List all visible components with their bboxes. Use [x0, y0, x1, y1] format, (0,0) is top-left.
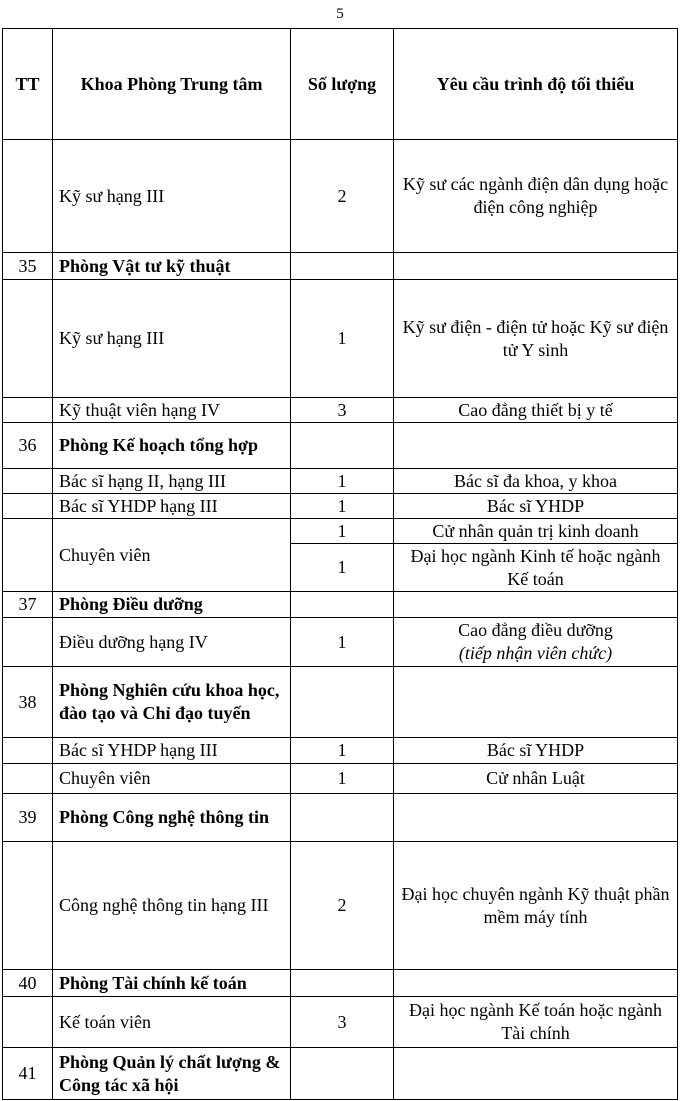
department-row	[3, 970, 678, 997]
requirement: Cử nhân Luật	[394, 764, 678, 794]
department-row	[3, 667, 678, 738]
position-name: Kỹ sư hạng III	[53, 140, 291, 253]
dept-number: 37	[3, 592, 53, 618]
position-name: Kỹ thuật viên hạng IV	[53, 398, 291, 423]
position-name: Kế toán viên	[53, 997, 291, 1048]
dept-number: 40	[3, 970, 53, 997]
page-number: 5	[336, 6, 344, 22]
quantity: 3	[291, 997, 394, 1048]
requirement: Bác sĩ YHDP	[394, 738, 678, 764]
quantity: 1	[291, 738, 394, 764]
department-row	[3, 423, 678, 469]
table-row	[3, 997, 678, 1048]
dept-name: Phòng Vật tư kỹ thuật	[53, 253, 291, 280]
table-row	[3, 738, 678, 764]
requirement: Đại học ngành Kế toán hoặc ngành Tài chính	[394, 997, 678, 1048]
table-row	[3, 764, 678, 794]
dept-name: Phòng Kế hoạch tổng hợp	[53, 423, 291, 469]
staffing-table	[2, 28, 678, 1100]
requirement: Kỹ sư điện - điện tử hoặc Kỹ sư điện tử Y sinh	[394, 280, 678, 398]
requirement: Bác sĩ đa khoa, y khoa	[394, 469, 678, 494]
position-name: Chuyên viên	[53, 519, 291, 592]
quantity: 2	[291, 842, 394, 970]
requirement-note: (tiếp nhận viên chức)	[458, 643, 613, 663]
dept-number: 35	[3, 253, 53, 280]
quantity: 2	[291, 140, 394, 253]
dept-name: Phòng Quản lý chất lượng & Công tác xã hội	[53, 1048, 291, 1100]
table-row	[3, 469, 678, 494]
table-row	[3, 494, 678, 519]
table-row	[3, 280, 678, 398]
requirement: Cao đẳng điều dưỡng	[458, 620, 613, 640]
header-dept: Khoa Phòng Trung tâm	[53, 29, 291, 140]
dept-name: Phòng Nghiên cứu khoa học, đào tạo và Chỉ đạo tuyến	[53, 667, 291, 738]
dept-name: Phòng Công nghệ thông tin	[53, 794, 291, 842]
position-name: Kỹ sư hạng III	[53, 280, 291, 398]
requirement: Bác sĩ YHDP	[394, 494, 678, 519]
quantity: 3	[291, 398, 394, 423]
table-row	[3, 519, 678, 544]
quantity: 1	[291, 618, 394, 667]
dept-number: 39	[3, 794, 53, 842]
position-name: Bác sĩ YHDP hạng III	[53, 738, 291, 764]
quantity: 1	[291, 494, 394, 519]
dept-number: 36	[3, 423, 53, 469]
quantity: 1	[291, 280, 394, 398]
requirement: Kỹ sư các ngành điện dân dụng hoặc điện công nghiệp	[394, 140, 678, 253]
table-row	[3, 618, 678, 667]
quantity: 1	[291, 519, 394, 544]
quantity: 1	[291, 544, 394, 592]
requirement: Cao đẳng thiết bị y tế	[394, 398, 678, 423]
dept-number: 41	[3, 1048, 53, 1100]
requirement: Cử nhân quản trị kinh doanh	[394, 519, 678, 544]
quantity: 1	[291, 764, 394, 794]
position-name: Chuyên viên	[53, 764, 291, 794]
table-row	[3, 398, 678, 423]
position-name: Bác sĩ YHDP hạng III	[53, 494, 291, 519]
quantity: 1	[291, 469, 394, 494]
header-req: Yêu cầu trình độ tối thiểu	[394, 29, 678, 140]
position-name: Bác sĩ hạng II, hạng III	[53, 469, 291, 494]
dept-name: Phòng Tài chính kế toán	[53, 970, 291, 997]
dept-name: Phòng Điều dưỡng	[53, 592, 291, 618]
requirement: Đại học ngành Kinh tế hoặc ngành Kế toán	[394, 544, 678, 592]
department-row	[3, 253, 678, 280]
department-row	[3, 1048, 678, 1100]
requirement: Đại học chuyên ngành Kỹ thuật phần mềm máy tính	[394, 842, 678, 970]
position-name: Điều dưỡng hạng IV	[53, 618, 291, 667]
position-name: Công nghệ thông tin hạng III	[53, 842, 291, 970]
header-tt: TT	[3, 29, 53, 140]
requirement-cell	[394, 618, 678, 667]
table-row	[3, 842, 678, 970]
dept-number: 38	[3, 667, 53, 738]
table-header-row	[3, 29, 678, 140]
department-row	[3, 592, 678, 618]
department-row	[3, 794, 678, 842]
table-row	[3, 140, 678, 253]
header-qty: Số lượng	[291, 29, 394, 140]
